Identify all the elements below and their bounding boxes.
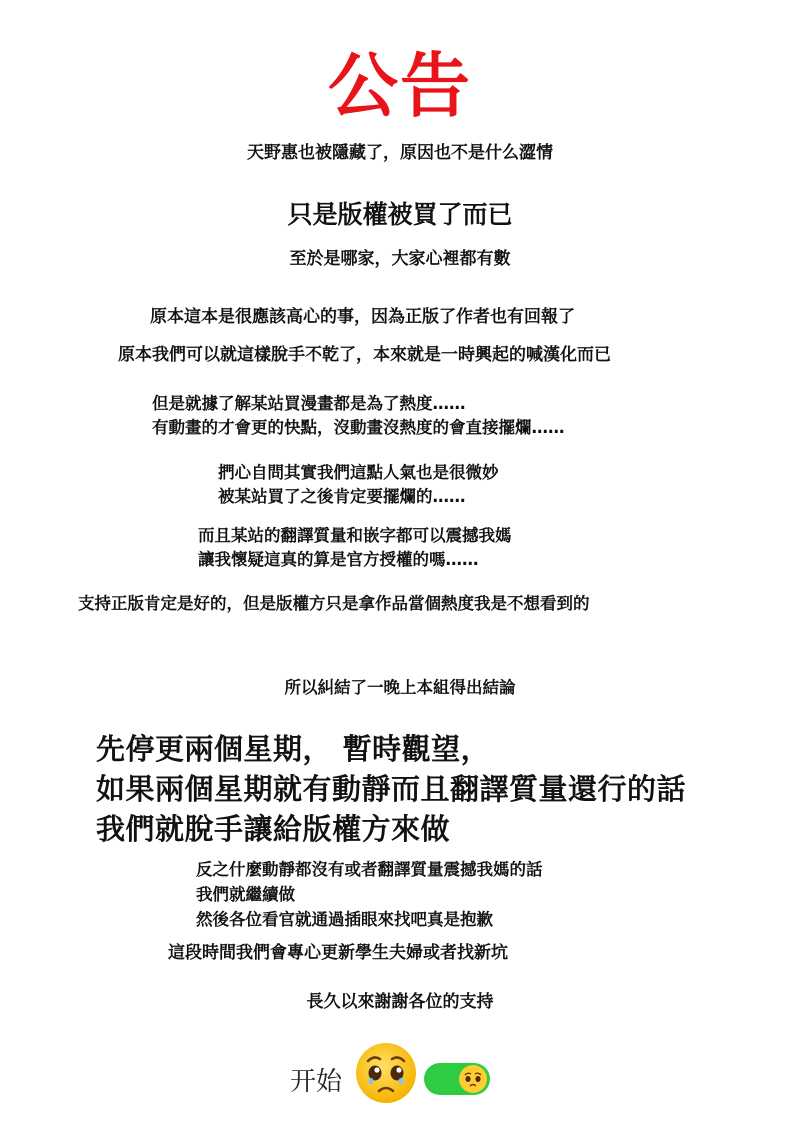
intro-line: 天野惠也被隱藏了，原因也不是什么澀情 bbox=[247, 143, 553, 163]
support-line: 支持正版肯定是好的，但是版權方只是拿作品當個熱度我是不想看到的 bbox=[78, 594, 590, 613]
page-title: 公告 bbox=[328, 45, 472, 127]
toggle-switch-icon bbox=[424, 1063, 490, 1095]
paragraph-line: 但是就據了解某站買漫畫都是為了熱度…… bbox=[152, 394, 466, 413]
pleading-face-icon bbox=[354, 1041, 418, 1105]
thanks-line: 長久以來謝謝各位的支持 bbox=[306, 992, 494, 1012]
decision-line: 如果兩個星期就有動靜而且翻譯質量還行的話 bbox=[96, 772, 687, 806]
footer-row bbox=[290, 1041, 520, 1111]
reason-subline: 至於是哪家，大家心裡都有數 bbox=[289, 249, 511, 269]
conclusion-intro: 所以糾結了一晚上本組得出結論 bbox=[284, 678, 516, 697]
footer-label: 开始 bbox=[290, 1067, 343, 1097]
paragraph-line: 讓我懷疑這真的算是官方授權的嗎…… bbox=[198, 550, 479, 569]
reason-headline: 只是版權被買了而已 bbox=[287, 200, 513, 229]
paragraph-line: 原本這本是很應該高心的事，因為正版了作者也有回報了 bbox=[150, 307, 575, 327]
alternative-line: 反之什麼動靜都沒有或者翻譯質量震撼我媽的話 bbox=[196, 860, 543, 879]
paragraph-line: 被某站買了之後肯定要擺爛的…… bbox=[218, 487, 466, 506]
alternative-line: 我們就繼續做 bbox=[196, 885, 295, 904]
alternative-line: 然後各位看官就通過插眼來找吧真是抱歉 bbox=[196, 910, 493, 929]
meanwhile-line: 這段時間我們會專心更新學生夫婦或者找新坑 bbox=[168, 943, 508, 963]
paragraph-line: 原本我們可以就這樣脫手不乾了，本來就是一時興起的喊漢化而已 bbox=[118, 345, 611, 365]
decision-line: 我們就脫手讓給版權方來做 bbox=[96, 812, 451, 846]
paragraph-line: 捫心自問其實我們這點人氣也是很微妙 bbox=[218, 463, 499, 482]
paragraph-line: 而且某站的翻譯質量和嵌字都可以震撼我媽 bbox=[198, 526, 512, 545]
decision-line: 先停更兩個星期， 暫時觀望， bbox=[96, 732, 491, 766]
paragraph-line: 有動畫的才會更的快點，沒動畫沒熱度的會直接擺爛…… bbox=[152, 418, 565, 437]
